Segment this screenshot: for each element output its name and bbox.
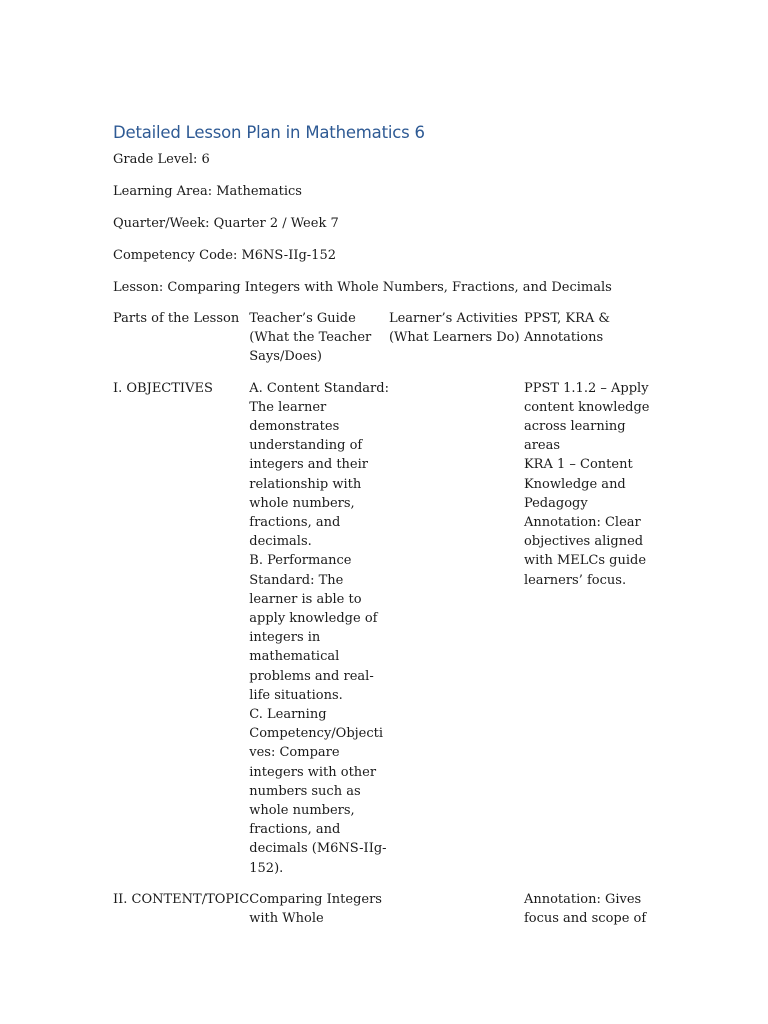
teacher-line: whole numbers, <box>249 495 355 511</box>
table-header-row <box>113 309 649 379</box>
header-teacher-line: Says/Does) <box>249 349 323 365</box>
ppst-line: PPST 1.1.2 – Apply <box>523 380 649 396</box>
teacher-line: problems and real- <box>249 668 374 684</box>
header-learner-line: (What Learners Do) <box>388 330 520 346</box>
ppst-line: Pedagogy <box>523 495 588 511</box>
header-learner <box>389 309 524 379</box>
teacher-line: numbers such as <box>249 783 361 799</box>
part-label: II. CONTENT/TOPIC <box>113 891 250 907</box>
teacher-line: integers with other <box>249 764 377 780</box>
header-ppst <box>524 309 650 379</box>
header-ppst-line: PPST, KRA & <box>523 311 610 326</box>
teacher-line: ves: Compare <box>249 745 340 761</box>
competency-code: Competency Code: M6NS-IIg-152 <box>113 248 336 263</box>
header-parts <box>113 309 249 379</box>
teacher-line: 152). <box>249 860 284 876</box>
ppst-line: objectives aligned <box>523 534 644 550</box>
ppst-line: across learning <box>523 419 626 435</box>
teacher-line: Comparing Integers <box>249 891 382 907</box>
grade-level: Grade Level: 6 <box>113 152 210 167</box>
lesson-title: Lesson: Comparing Integers with Whole Numbers, Fractions, and Decimals <box>113 280 612 295</box>
teacher-line: decimals. <box>249 534 312 550</box>
teacher-line: understanding of <box>249 438 363 454</box>
cell-teacher-guide <box>249 379 389 890</box>
quarter-week: Quarter/Week: Quarter 2 / Week 7 <box>113 216 339 231</box>
cell-part <box>113 890 249 940</box>
teacher-line: fractions, and <box>249 515 341 531</box>
ppst-line: areas <box>523 438 561 454</box>
ppst-line: with MELCs guide <box>523 553 647 569</box>
teacher-line: integers in <box>249 630 321 646</box>
ppst-line: focus and scope of <box>523 911 647 927</box>
teacher-line: mathematical <box>249 649 340 665</box>
teacher-line: whole numbers, <box>249 803 355 819</box>
cell-learner-activities <box>389 379 524 890</box>
cell-part <box>113 379 249 890</box>
learning-area: Learning Area: Mathematics <box>113 184 302 199</box>
teacher-line: with Whole <box>249 911 324 927</box>
cell-ppst-annotations <box>524 890 650 940</box>
teacher-line: apply knowledge of <box>249 611 378 627</box>
teacher-line: B. Performance <box>249 553 352 569</box>
ppst-line: Knowledge and <box>523 476 626 492</box>
header-parts-label: Parts of the Lesson <box>113 311 240 326</box>
table-row-objectives <box>113 379 649 890</box>
teacher-line: Standard: The <box>249 572 344 588</box>
teacher-line: Competency/Objecti <box>249 726 384 742</box>
header-teacher-line: (What the Teacher <box>249 330 372 346</box>
part-label: I. OBJECTIVES <box>113 380 213 396</box>
teacher-line: demonstrates <box>249 419 340 435</box>
lesson-plan-table <box>113 309 649 940</box>
teacher-line: relationship with <box>249 476 362 492</box>
header-ppst-line: Annotations <box>523 330 604 346</box>
header-learner-line: Learner’s Activities <box>388 311 518 326</box>
teacher-line: The learner <box>249 399 327 415</box>
cell-learner-activities <box>389 890 524 940</box>
ppst-line: KRA 1 – Content <box>523 457 633 473</box>
table-row-content <box>113 890 649 940</box>
ppst-line: Annotation: Clear <box>523 515 641 531</box>
cell-teacher-guide <box>249 890 389 940</box>
teacher-line: learner is able to <box>249 591 362 607</box>
teacher-line: decimals (M6NS-IIg- <box>249 841 387 857</box>
teacher-line: fractions, and <box>249 822 341 838</box>
teacher-line: life situations. <box>249 687 343 703</box>
header-teacher <box>249 309 389 379</box>
ppst-line: Annotation: Gives <box>523 891 642 907</box>
teacher-line: A. Content Standard: <box>249 380 389 396</box>
header-teacher-line: Teacher’s Guide <box>249 311 356 326</box>
ppst-line: learners’ focus. <box>523 572 627 588</box>
teacher-line: integers and their <box>249 457 368 473</box>
teacher-line: C. Learning <box>249 707 327 723</box>
document-title: Detailed Lesson Plan in Mathematics 6 <box>113 123 425 142</box>
cell-ppst-annotations <box>524 379 650 890</box>
ppst-line: content knowledge <box>523 399 650 415</box>
